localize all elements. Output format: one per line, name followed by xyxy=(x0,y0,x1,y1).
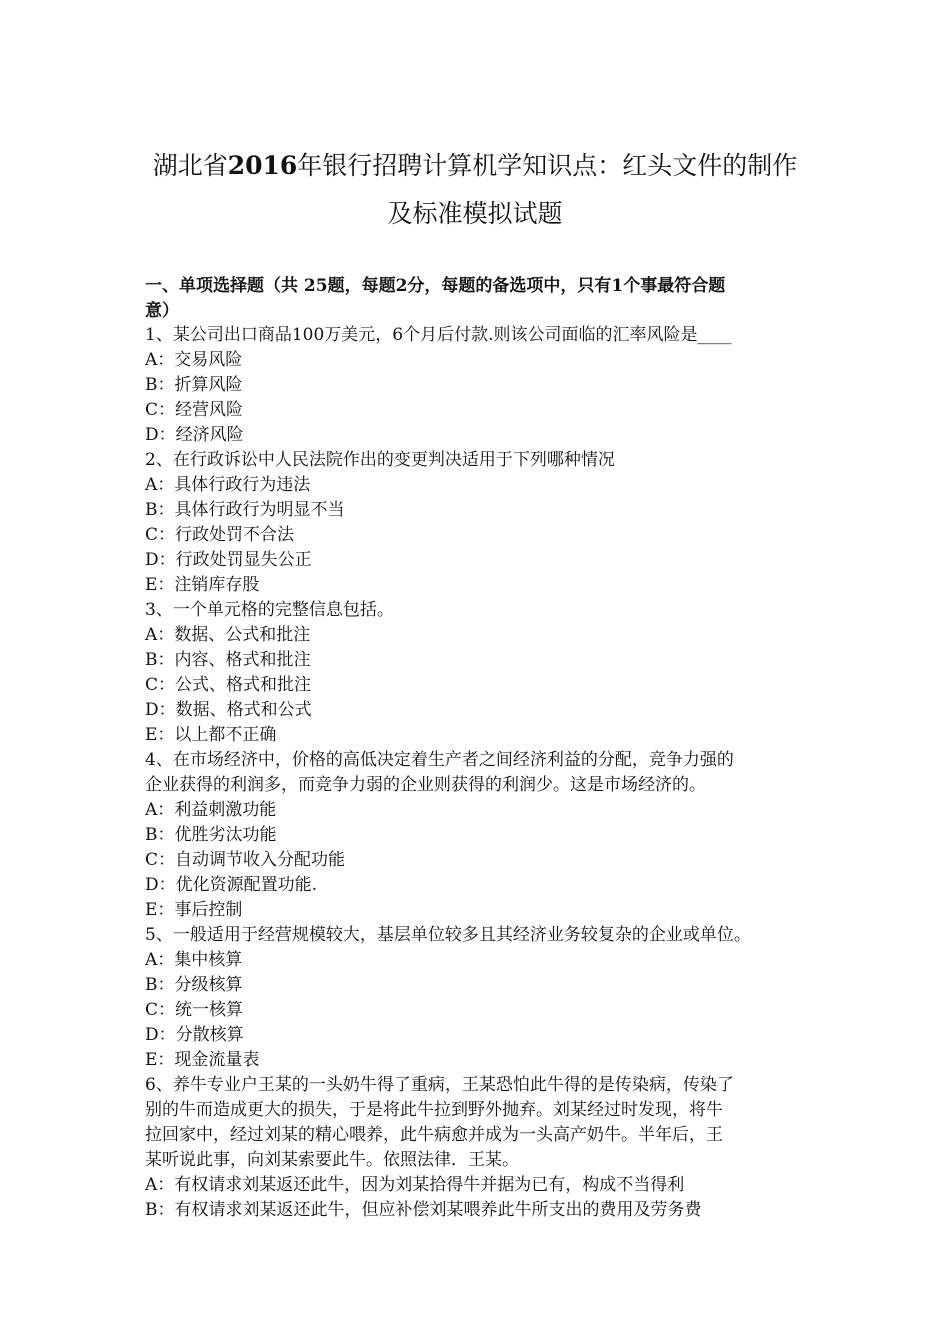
text-line: C：公式、格式和批注 xyxy=(145,675,312,695)
text-line: B：内容、格式和批注 xyxy=(145,650,311,670)
text-line: C：自动调节收入分配功能 xyxy=(145,850,346,870)
text-line: 4、在市场经济中，价格的高低决定着生产者之间经济利益的分配，竞争力强的 xyxy=(145,750,734,770)
text-line: B：具体行政行为明显不当 xyxy=(145,500,345,520)
text-line: 企业获得的利润多，而竞争力弱的企业则获得的利润少。这是市场经济的。 xyxy=(145,775,706,795)
section-heading-line-1: 一、单项选择题（共 25题，每题2分，每题的备选项中，只有1个事最符合题 xyxy=(145,276,726,296)
text-line: D：优化资源配置功能. xyxy=(145,875,318,895)
title-suffix: 年银行招聘计算机学知识点：红头文件的制作 xyxy=(297,151,798,180)
text-line: B：分级核算 xyxy=(145,975,243,995)
text-line: D：经济风险 xyxy=(145,425,244,445)
text-line: 某听说此事，向刘某索要此牛。依照法律．王某。 xyxy=(145,1150,519,1170)
text-line: 拉回家中，经过刘某的精心喂养，此牛病愈并成为一头高产奶牛。半年后，王 xyxy=(145,1125,723,1145)
title-prefix: 湖北省 xyxy=(152,151,228,180)
document-title-line-1 xyxy=(120,150,830,182)
text-line: 2、在行政诉讼中人民法院作出的变更判决适用于下列哪种情况 xyxy=(145,450,615,470)
text-line: C：行政处罚不合法 xyxy=(145,525,295,545)
text-line: D：数据、格式和公式 xyxy=(145,700,312,720)
section-heading xyxy=(145,274,815,324)
text-line: E：现金流量表 xyxy=(145,1050,260,1070)
text-line: E：以上都不正确 xyxy=(145,725,277,745)
document-title-line-2: 及标准模拟试题 xyxy=(387,199,563,228)
text-line: 1、某公司出口商品100万美元，6个月后付款.则该公司面临的汇率风险是____ xyxy=(145,325,732,345)
text-line: D：行政处罚显失公正 xyxy=(145,550,312,570)
section-heading-line-2: 意） xyxy=(145,301,179,321)
text-line: A：具体行政行为违法 xyxy=(145,475,311,495)
text-line: A：集中核算 xyxy=(145,950,243,970)
text-line: A：利益刺激功能 xyxy=(145,800,277,820)
text-line: 5、一般适用于经营规模较大，基层单位较多且其经济业务较复杂的企业或单位。 xyxy=(145,925,751,945)
text-line: C：统一核算 xyxy=(145,1000,244,1020)
text-line: B：折算风险 xyxy=(145,375,243,395)
text-line: 6、养牛专业户王某的一头奶牛得了重病，王某恐怕此牛得的是传染病，传染了 xyxy=(145,1075,734,1095)
text-line: D：分散核算 xyxy=(145,1025,244,1045)
title-year: 2016 xyxy=(227,151,298,180)
text-line: A：有权请求刘某返还此牛，因为刘某拾得牛并据为已有，构成不当得利 xyxy=(145,1175,685,1195)
text-line: E：事后控制 xyxy=(145,900,243,920)
text-line: 3、一个单元格的完整信息包括。 xyxy=(145,600,394,620)
question-list xyxy=(145,323,825,1223)
text-line: B：优胜劣汰功能 xyxy=(145,825,277,845)
text-line: B：有权请求刘某返还此牛，但应补偿刘某喂养此牛所支出的费用及劳务费 xyxy=(145,1200,702,1220)
text-line: E：注销库存股 xyxy=(145,575,260,595)
text-line: A：交易风险 xyxy=(145,350,243,370)
text-line: C：经营风险 xyxy=(145,400,244,420)
text-line: 别的牛而造成更大的损失，于是将此牛拉到野外抛弃。刘某经过时发现，将牛 xyxy=(145,1100,723,1120)
text-line: A：数据、公式和批注 xyxy=(145,625,311,645)
